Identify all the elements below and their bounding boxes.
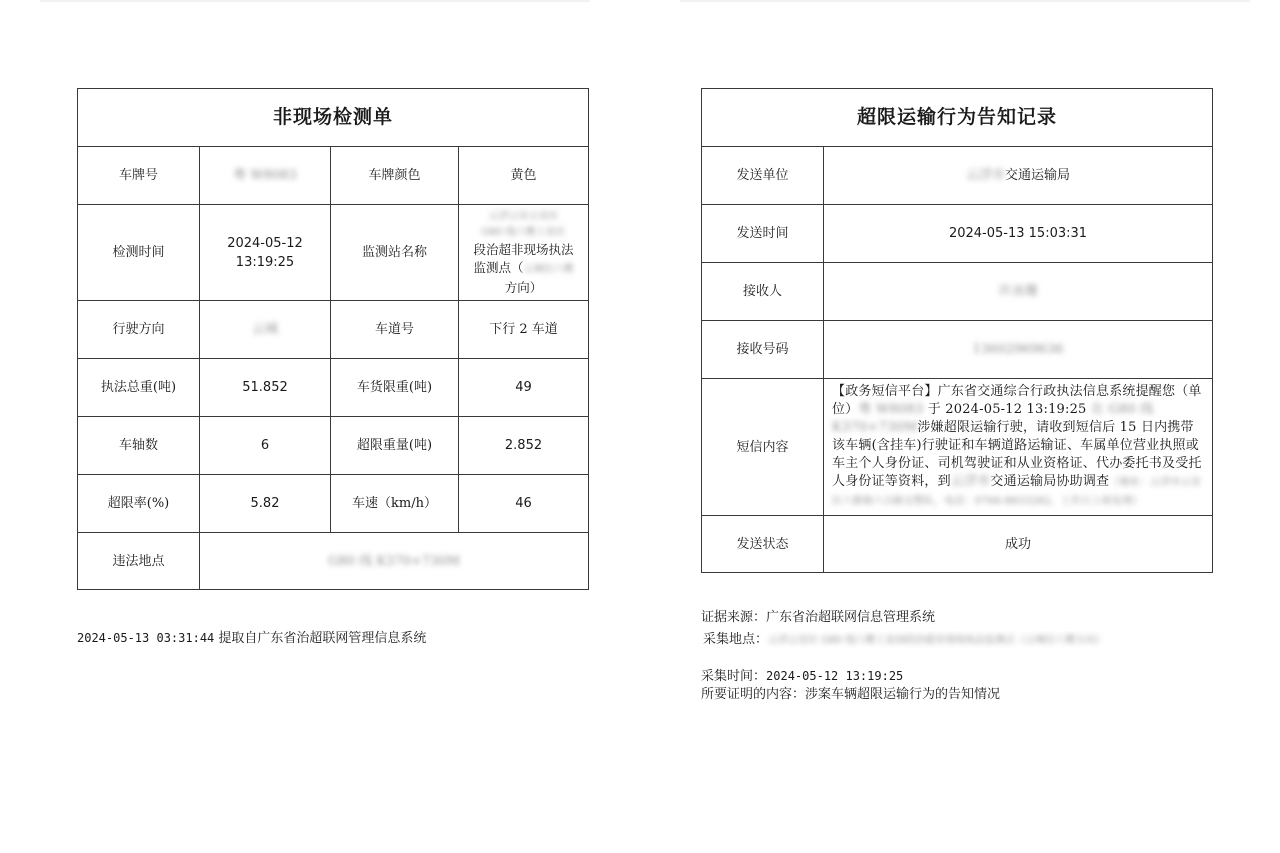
collection-place-line [703,631,1218,650]
total-weight-value: 51.852 [200,359,331,417]
proof-content-label: 所要证明的内容： [701,687,806,702]
sms-tail-redacted: （地址：云浮市云安区六都镇六合路交警队，电话：0766-8833282，工作日上班处理） [832,477,1202,507]
detection-form [77,88,589,590]
sender-label: 发送单位 [702,147,824,205]
station-value [459,205,589,301]
receiver-redacted: 许冰珊 [998,284,1038,299]
phone-value [824,321,1213,379]
lane-label: 车道号 [331,301,459,359]
proof-content-value: 涉案车辆超限运输行为的告知情况 [805,687,1001,702]
phone-redacted: 13602969636 [972,342,1064,357]
sms-city-redacted: 云浮市 [950,474,991,489]
collection-time-value: 2024-05-12 13:19:25 [766,669,904,683]
left-footer-text: 提取自广东省治超联网管理信息系统 [218,631,427,646]
location-value [200,533,589,590]
sms-part-4: 交通运输局协助调查 [990,474,1110,489]
detect-time-value [200,205,331,301]
plate-value-redacted: 粤 W8083 [233,168,297,183]
evidence-source-line [701,609,935,627]
left-footer-timestamp: 2024-05-13 03:31:44 [77,631,215,645]
plate-label: 车牌号 [78,147,200,205]
status-label: 发送状态 [702,516,824,573]
send-time-value: 2024-05-13 15:03:31 [824,205,1213,263]
station-tail-prefix: 监测点（ [473,259,524,275]
page-top-edge-left [40,0,590,2]
detect-time-label: 检测时间 [78,205,200,301]
direction-label: 行驶方向 [78,301,200,359]
location-value-redacted: G80 线 K370+730M [328,553,460,569]
sms-part-1: 【政务短信平台】广东省交通综合行政执法信息系统提醒您（单位） [832,384,1202,417]
axle-value: 6 [200,417,331,475]
left-footer [77,629,426,648]
over-weight-value: 2.852 [459,417,589,475]
lane-value: 下行 2 车道 [459,301,589,359]
phone-label: 接收号码 [702,321,824,379]
collection-time-line [701,667,903,686]
sender-value [824,147,1213,205]
notification-form-title: 超限运输行为告知记录 [702,89,1213,147]
receiver-label: 接收人 [702,263,824,321]
sms-part-2: 于 2024-05-12 13:19:25 [923,402,1091,417]
location-label: 违法地点 [78,533,200,590]
collection-place-label: 采集地点： [703,632,769,647]
sender-redacted: 云浮市 [965,168,1005,183]
evidence-source-label: 证据来源： [701,610,767,625]
send-time-label: 发送时间 [702,205,824,263]
detect-time-date: 2024-05-12 [227,235,303,251]
limit-weight-label: 车货限重(吨) [331,359,459,417]
page-top-edge-right [680,0,1250,2]
status-value: 成功 [824,516,1213,573]
detect-time-clock: 13:19:25 [235,254,295,270]
station-blur-line-2: G80 线六鹰工业区 [481,226,566,238]
sms-content [824,379,1213,516]
station-blur-line-1: 云浮云安云安区 [488,210,559,222]
proof-content-line [701,686,1000,704]
station-tail [463,259,584,279]
detection-form-title: 非现场检测单 [78,89,589,147]
direction-value [200,301,331,359]
station-text: 段治超非现场执法 [473,241,574,257]
notification-record-form [701,88,1213,573]
over-rate-label: 超限率(%) [78,475,200,533]
collection-place-redacted: 云浮云安区 G80 线六鹰工业园段治超非现场执法监测点（云城往六鹰方向） [768,635,1106,646]
collection-time-label: 采集时间： [701,669,767,684]
sms-label: 短信内容 [702,379,824,516]
plate-color-label: 车牌颜色 [331,147,459,205]
over-weight-label: 超限重量(吨) [331,417,459,475]
sms-location-redacted: 在 G80 线 K370+730M [832,402,1154,435]
speed-label: 车速（km/h） [331,475,459,533]
limit-weight-value: 49 [459,359,589,417]
station-tail-redacted: 云城往六鹰 [523,263,574,275]
station-end: 方向） [504,279,543,295]
receiver-value [824,263,1213,321]
station-label: 监测站名称 [331,205,459,301]
evidence-source-value: 广东省治超联网信息管理系统 [766,610,936,625]
sms-plate-redacted: 粤 W8083 [858,402,924,417]
axle-label: 车轴数 [78,417,200,475]
speed-value: 46 [459,475,589,533]
total-weight-label: 执法总重(吨) [78,359,200,417]
over-rate-value: 5.82 [200,475,331,533]
sender-text: 交通运输局 [1005,168,1071,183]
plate-color-value: 黄色 [459,147,589,205]
plate-value [200,147,331,205]
sms-part-3: 涉嫌超限运输行驶，请收到短信后 15 日内携带该车辆(含挂车)行驶证和车辆道路运输证、车属单位营业执照或车主个人身份证、司机驾驶证和从业资格证、代办委托书及受托人身份证等资料，到 [832,420,1202,489]
direction-value-redacted: 云城 [251,322,278,337]
